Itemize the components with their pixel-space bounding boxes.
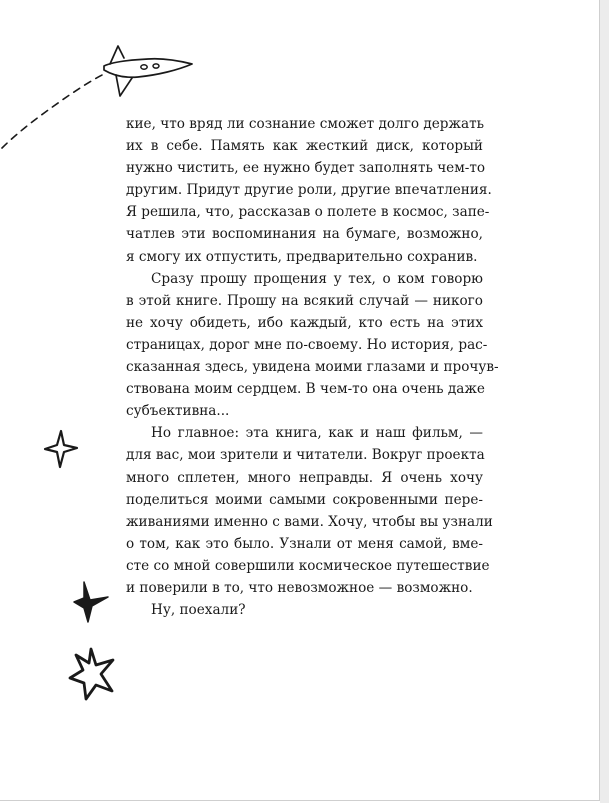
text-line: много сплетен, много неправды. Я очень хочу <box>126 469 483 486</box>
text-line: страницах, дорог мне по-своему. Но история, рас- <box>126 336 488 353</box>
text-line: поделиться моими самыми сокровенными пере- <box>126 491 483 508</box>
paragraph-2 <box>126 268 499 423</box>
text-line: сте со мной совершили космическое путешествие <box>126 557 490 574</box>
text-line: ствована моим сердцем. В чем-то она очень даже <box>126 381 485 398</box>
text-line: не хочу обидеть, ибо каждый, кто есть на этих <box>126 314 483 331</box>
text-line: и поверили в то, что невозможное — возможно. <box>126 579 473 596</box>
text-line: я смогу их отпустить, предварительно сохранив. <box>126 248 478 265</box>
text-line: Но главное: эта книга, как и наш фильм, — <box>151 425 483 442</box>
paragraph-3 <box>126 422 493 599</box>
text-line: другим. Придут другие роли, другие впечатления. <box>126 182 492 199</box>
text-line: о том, как это было. Узнали от меня самой, вме- <box>126 535 483 552</box>
text-line: субъективна... <box>126 403 230 420</box>
sparkle-outline-icon <box>42 428 80 470</box>
text-line: кие, что вряд ли сознание сможет долго держать <box>126 116 484 132</box>
text-line: Ну, поехали? <box>151 602 246 619</box>
page-edge <box>600 0 609 803</box>
text-line: их в себе. Память как жесткий диск, который <box>126 138 483 155</box>
text-line: для вас, мои зрители и читатели. Вокруг проекта <box>126 447 485 464</box>
text-line: Я решила, что, рассказав о полете в космос, запе- <box>126 204 490 221</box>
rocket-doodle-icon <box>98 40 198 102</box>
text-line: живаниями именно с вами. Хочу, чтобы вы узнали <box>126 513 493 530</box>
dashed-trail-icon <box>0 60 110 155</box>
text-line: сказанная здесь, увидена моими глазами и прочув- <box>126 359 499 376</box>
star-filled-icon <box>70 578 112 624</box>
text-line: Сразу прошу прощения у тех, о ком говорю <box>151 270 483 287</box>
paragraph-1 <box>126 113 492 268</box>
paragraph-4 <box>126 599 483 621</box>
text-line: в этой книге. Прошу на всякий случай — никого <box>126 292 483 309</box>
body-text <box>126 113 499 621</box>
star-outline-icon <box>66 645 118 703</box>
text-line: нужно чистить, ее нужно будет заполнять чем-то <box>126 160 486 177</box>
text-line: чатлев эти воспоминания на бумаге, возможно, <box>126 226 483 243</box>
